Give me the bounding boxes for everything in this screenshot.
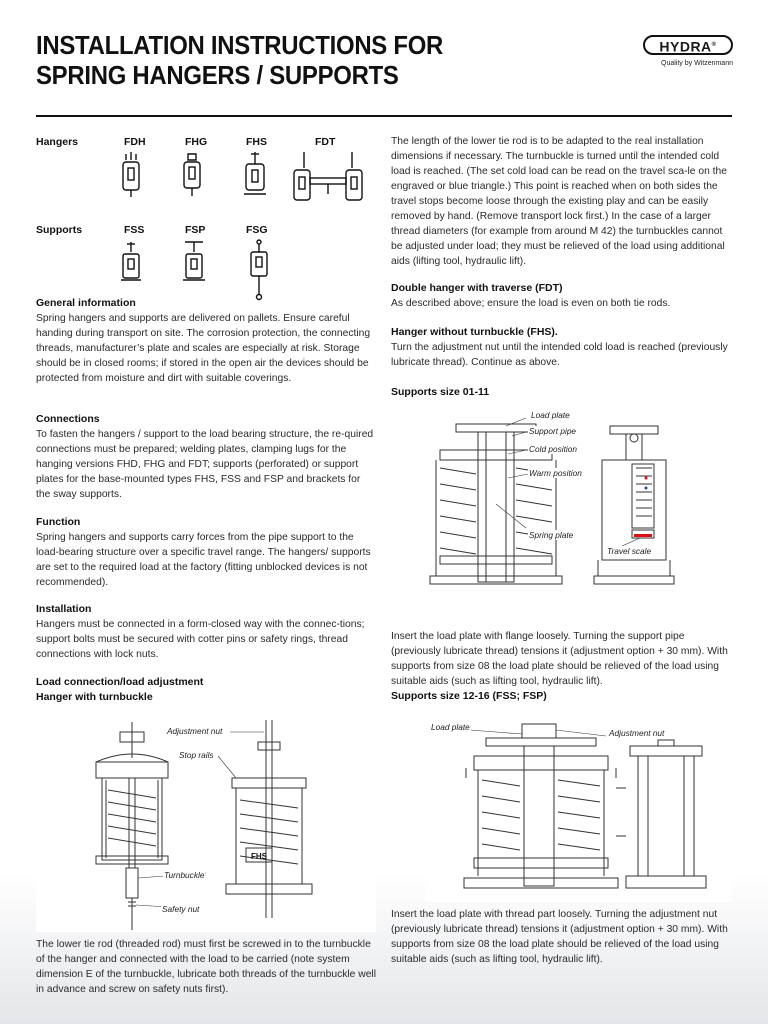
lower-tie-rod-section bbox=[36, 937, 376, 997]
supports-1216-heading: Supports size 12-16 (FSS; FSP) bbox=[391, 690, 547, 702]
fhs-tag-label: FHS bbox=[251, 852, 267, 861]
title-line-2: SPRING HANGERS / SUPPORTS bbox=[36, 60, 399, 90]
logo-wordmark: HYDRA® bbox=[643, 35, 733, 55]
spring-plate-callout: Spring plate bbox=[529, 530, 574, 540]
connections-text: To fasten the hangers / support to the load bearing structure, the re-quired connections must be prepared; welding plates, clamping lugs for the hanging versions FHD, FHG and FDT; supports (perforated) or support plates for the base-mounted types FHS, FSS and FSP and brackets for the sway supports. bbox=[36, 429, 374, 500]
supports-label: Supports bbox=[36, 224, 83, 236]
safety-nut-callout: Safety nut bbox=[162, 904, 200, 914]
stop-rails-callout: Stop rails bbox=[179, 750, 214, 760]
support-pipe-callout: Support pipe bbox=[529, 426, 577, 436]
fdt-section bbox=[391, 281, 731, 311]
load-plate-callout-2: Load plate bbox=[431, 722, 470, 732]
supports-1216-text: Insert the load plate with thread part loosely. Turning the adjustment nut (previously lubricate thread) tensions it (adjustment option + 30 mm). With supports from size 08 the load plate should be relieved of the load using suitable aids (such as lifting tool, hydraulic lift). bbox=[391, 909, 728, 965]
load-adjustment-section bbox=[36, 675, 376, 705]
turnbuckle-adjustment-text: The length of the lower tie rod is to be adapted to the real installation dimensions if necessary. The turnbuckle is turned until the intended cold load is reached. (The set cold load can be read on the travel sca-le on the engraved or blue triangle.) This point is reached when on both sides the travel stops become loose through the existing play and can be easily removed by hand. (Remove transport lock first.) In the case of a larger thread diameters (for example from around M 42) the turnbuckles cannot be adjusted under load; they must be relieved of the load using additional aids (lifting tool, hydraulic lift). bbox=[391, 136, 727, 267]
fdh-hanger-icon bbox=[120, 150, 142, 198]
function-section bbox=[36, 515, 376, 590]
supports-1216-drawing bbox=[426, 716, 732, 902]
supports-1216-heading-block bbox=[391, 689, 731, 704]
supports-0111-section bbox=[391, 629, 731, 689]
supports-1216-section bbox=[391, 907, 731, 967]
turnbuckle-callout: Turnbuckle bbox=[164, 870, 205, 880]
hanger-turnbuckle-figure bbox=[36, 718, 376, 932]
fhs-section bbox=[391, 325, 731, 370]
adjustment-nut-callout: Adjustment nut bbox=[167, 726, 223, 736]
fsp-support-icon bbox=[181, 238, 207, 286]
cold-position-callout: Cold position bbox=[529, 444, 577, 454]
type-code-fdt: FDT bbox=[315, 136, 336, 148]
hydra-logo bbox=[643, 35, 733, 67]
title-line-1: INSTALLATION INSTRUCTIONS FOR bbox=[36, 30, 444, 60]
type-code-fss: FSS bbox=[124, 224, 145, 236]
general-information-heading: General information bbox=[36, 297, 136, 309]
connections-section bbox=[36, 412, 376, 502]
supports-1216-figure bbox=[426, 716, 732, 902]
fsg-support-icon bbox=[248, 238, 270, 304]
type-code-fsg: FSG bbox=[246, 224, 268, 236]
load-plate-callout: Load plate bbox=[531, 410, 570, 420]
supports-0111-text: Insert the load plate with flange loosely. Turning the support pipe (previously lubricate thread) tensions it (adjustment option + 30 mm). With supports from size 08 the load plate should be relieved of the load using suitable aids (such as lifting tool, hydraulic lift). bbox=[391, 631, 728, 687]
hanger-turnbuckle-heading: Hanger with turnbuckle bbox=[36, 691, 153, 703]
supports-0111-heading-block bbox=[391, 385, 731, 400]
fhs-text: Turn the adjustment nut until the intended cold load is reached (previously lubricate thread). Continue as above. bbox=[391, 342, 728, 368]
load-adjustment-heading: Load connection/load adjustment bbox=[36, 676, 204, 688]
type-code-fhg: FHG bbox=[185, 136, 208, 148]
fdt-heading: Double hanger with traverse (FDT) bbox=[391, 282, 563, 294]
type-code-fdh: FDH bbox=[124, 136, 146, 148]
warm-position-callout: Warm position bbox=[529, 468, 582, 478]
lower-tie-rod-text: The lower tie rod (threaded rod) must first be screwed in to the turnbuckle of the hanger and connected with the load to be carried (note system dimension E of the turnbuckle, lubricate both threads of the turnbuckle well in advance and screw on safety nuts first). bbox=[36, 939, 376, 995]
general-information-text: Spring hangers and supports are delivered on pallets. Ensure careful handing during transport on site. The corrosion protection, the connecting threads, manufacturer’s plate and scales are especially at risk. Storage should be in closed rooms; if stored in the open air the devices should be protected from moisture and dirt with suitable coverings. bbox=[36, 313, 371, 384]
function-heading: Function bbox=[36, 516, 81, 528]
installation-text: Hangers must be connected in a form-closed way with the connec-tions; support bolts must be secured with cotter pins or safety rings, thread connections with lock nuts. bbox=[36, 619, 365, 660]
installation-heading: Installation bbox=[36, 603, 92, 615]
hangers-label: Hangers bbox=[36, 136, 79, 148]
general-information-section bbox=[36, 296, 376, 386]
fhs-heading: Hanger without turnbuckle (FHS). bbox=[391, 326, 558, 338]
fdt-text: As described above; ensure the load is even on both tie rods. bbox=[391, 298, 671, 309]
header-divider bbox=[36, 115, 732, 117]
supports-0111-figure bbox=[426, 406, 688, 592]
page-title bbox=[36, 30, 551, 90]
intro-section bbox=[391, 134, 731, 269]
adjustment-nut-callout-2: Adjustment nut bbox=[609, 728, 665, 738]
fhs-hanger-icon bbox=[243, 150, 267, 200]
fss-support-icon bbox=[120, 238, 142, 286]
type-code-fsp: FSP bbox=[185, 224, 206, 236]
supports-0111-heading: Supports size 01-11 bbox=[391, 386, 490, 398]
fdt-double-hanger-icon bbox=[290, 150, 366, 210]
fhg-hanger-icon bbox=[181, 150, 203, 198]
installation-section bbox=[36, 602, 376, 662]
logo-tagline: Quality by Witzenmann bbox=[661, 60, 733, 67]
function-text: Spring hangers and supports carry forces from the pipe support to the load-bearing structure over a specific travel range. The hangers/ supports are set to the required load at the factory (fitting unblocked devices is not recommended). bbox=[36, 532, 371, 588]
travel-scale-callout: Travel scale bbox=[607, 546, 652, 556]
connections-heading: Connections bbox=[36, 413, 100, 425]
type-code-fhs: FHS bbox=[246, 136, 267, 148]
